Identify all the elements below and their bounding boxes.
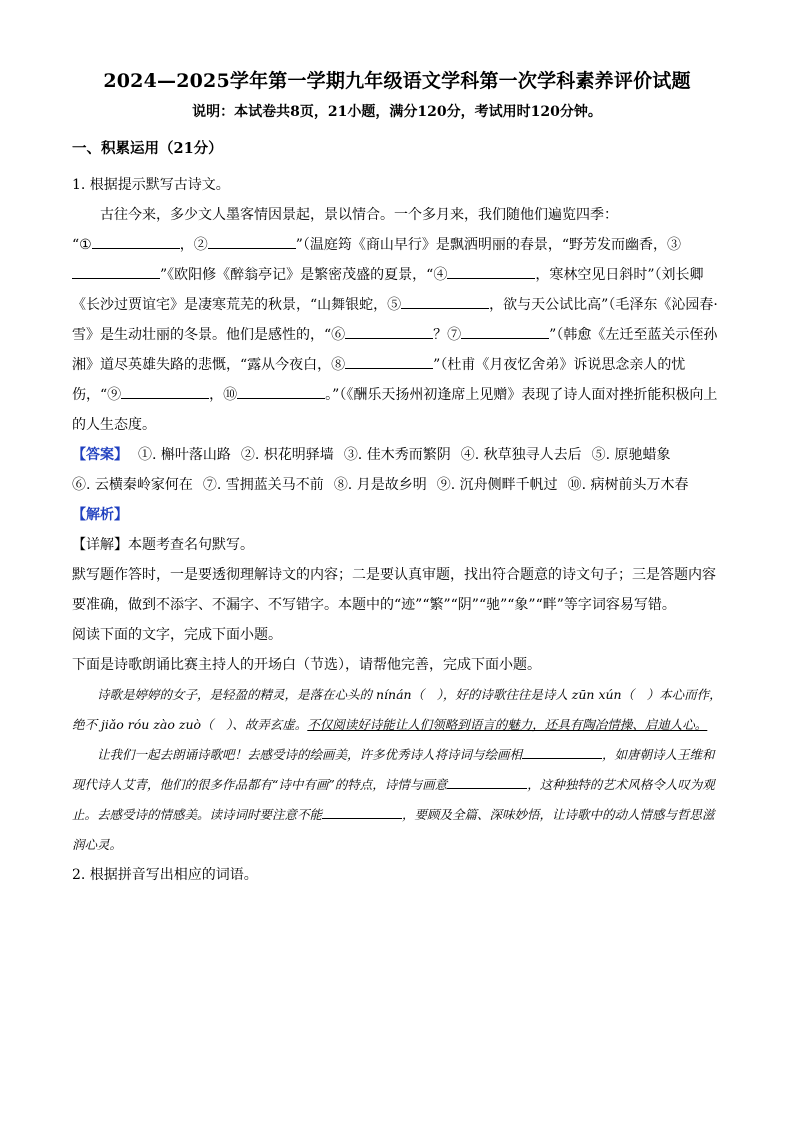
- exam-note: 说明：本试卷共8页，21小题，满分120分，考试用时120分钟。: [192, 104, 602, 120]
- answer-blank[interactable]: [461, 324, 549, 339]
- answer-item: ④. 秋草独寻人去后: [460, 447, 582, 463]
- question-2-stem: 2. 根据拼音写出相应的词语。: [72, 867, 258, 883]
- answer-row: [72, 440, 722, 500]
- detail-heading: 【详解】本题考查名句默写。: [72, 537, 254, 553]
- answer-blank[interactable]: [522, 746, 602, 759]
- reading-instruction: 阅读下面的文字，完成下面小题。: [72, 627, 282, 643]
- answer-blank[interactable]: [237, 384, 325, 399]
- analysis-label: 【解析】: [72, 507, 128, 523]
- answer-blank[interactable]: [92, 234, 180, 249]
- question-1-body: “① ，② ”（温庭筠《商山早行》是飘洒明丽的春景，“野芳发而幽香，③”《欧阳修《醉翁亭记》是繁密茂盛的夏景，“④ ，寒林空见日斜时”（刘长卿《长沙过贾谊宅》是凄寒荒芜的秋景，“山舞银蛇，⑤ ，欲与天公试比高”（毛泽东《沁园春·雪》是生动壮丽的冬景。他们是感性的，“⑥ ？⑦ ”（韩愈《左迁至蓝关示侄孙湘》道尽英雄失路的悲慨，“露从今夜白，⑧ ”（杜甫《月夜忆舍弟》诉说思念亲人的忧伤，“⑨ ，⑩ 。”（《酬乐天扬州初逢席上见赠》表现了诗人面对挫折能积极向上的人生态度。: [72, 230, 722, 440]
- answer-item: ⑨. 沉舟侧畔千帆过: [436, 477, 558, 493]
- answer-blank[interactable]: [401, 294, 489, 309]
- reading-paragraph-2: 让我们一起去朗诵诗歌吧！去感受诗的绘画美，许多优秀诗人将诗词与绘画相 ，如唐朝诗人王维和现代诗人艾青，他们的很多作品都有“诗中有画”的特点，诗情与画意 ，这种独特的艺术风格令人叹为观止。去感受诗的情感美。读诗词时要注意不能 ，要顾及全篇、深味妙悟，让诗歌中的动人情感与哲思滋润心灵。: [72, 747, 715, 852]
- answer-item: ⑧. 月是故乡明: [333, 477, 427, 493]
- answer-blank[interactable]: [72, 264, 160, 279]
- exam-page: [72, 66, 722, 890]
- answer-item: ⑦. 雪拥蓝关马不前: [202, 477, 324, 493]
- answer-blank[interactable]: [447, 776, 527, 789]
- answer-blank[interactable]: [208, 234, 296, 249]
- answer-item: ③. 佳木秀而繁阴: [343, 447, 451, 463]
- answer-item: ⑤. 原驰蜡象: [591, 447, 671, 463]
- question-1-stem: 1. 根据提示默写古诗文。: [72, 177, 230, 193]
- detail-text: 默写题作答时，一是要透彻理解诗文的内容；二是要认真审题，找出符合题意的诗文句子；三是答题内容要准确，做到不添字、不漏字、不写错字。本题中的“迹”“繁”“阴”“驰”“象”“畔”等字词容易写错。: [72, 567, 716, 613]
- answer-blank[interactable]: [121, 384, 209, 399]
- answer-item: ⑥. 云横秦岭家何在: [72, 477, 193, 493]
- section-heading: 一、积累运用（21分）: [72, 140, 223, 157]
- answer-item: ①. 槲叶落山路: [138, 447, 231, 463]
- answer-label: 【答案】: [72, 447, 128, 463]
- question-1-intro: 古往今来，多少文人墨客情因景起，景以情合。一个多月来，我们随他们遍览四季：: [100, 207, 618, 223]
- answer-item: ⑩. 病树前头万木春: [567, 477, 689, 493]
- answer-item: ②. 枳花明驿墙: [240, 447, 334, 463]
- answer-blank[interactable]: [345, 324, 433, 339]
- answer-blank[interactable]: [447, 264, 535, 279]
- answer-blank[interactable]: [322, 806, 402, 819]
- page-title: 2024—2025学年第一学期九年级语文学科第一次学科素养评价试题: [103, 70, 691, 92]
- reading-paragraph-1: 诗歌是婷婷的女子，是轻盈的精灵，是落在心头的 nínán（ ），好的诗歌往往是诗人 zūn xún（ ）本心而作，绝不 jiǎo róu zào zuò（ ）、故弄玄虚。不仅阅读好诗能让人们领略到语言的魅力，还具有陶冶情操、启迪人心。: [72, 687, 722, 732]
- reading-intro: 下面是诗歌朗诵比赛主持人的开场白（节选），请帮他完善，完成下面小题。: [72, 657, 541, 673]
- answer-blank[interactable]: [345, 354, 433, 369]
